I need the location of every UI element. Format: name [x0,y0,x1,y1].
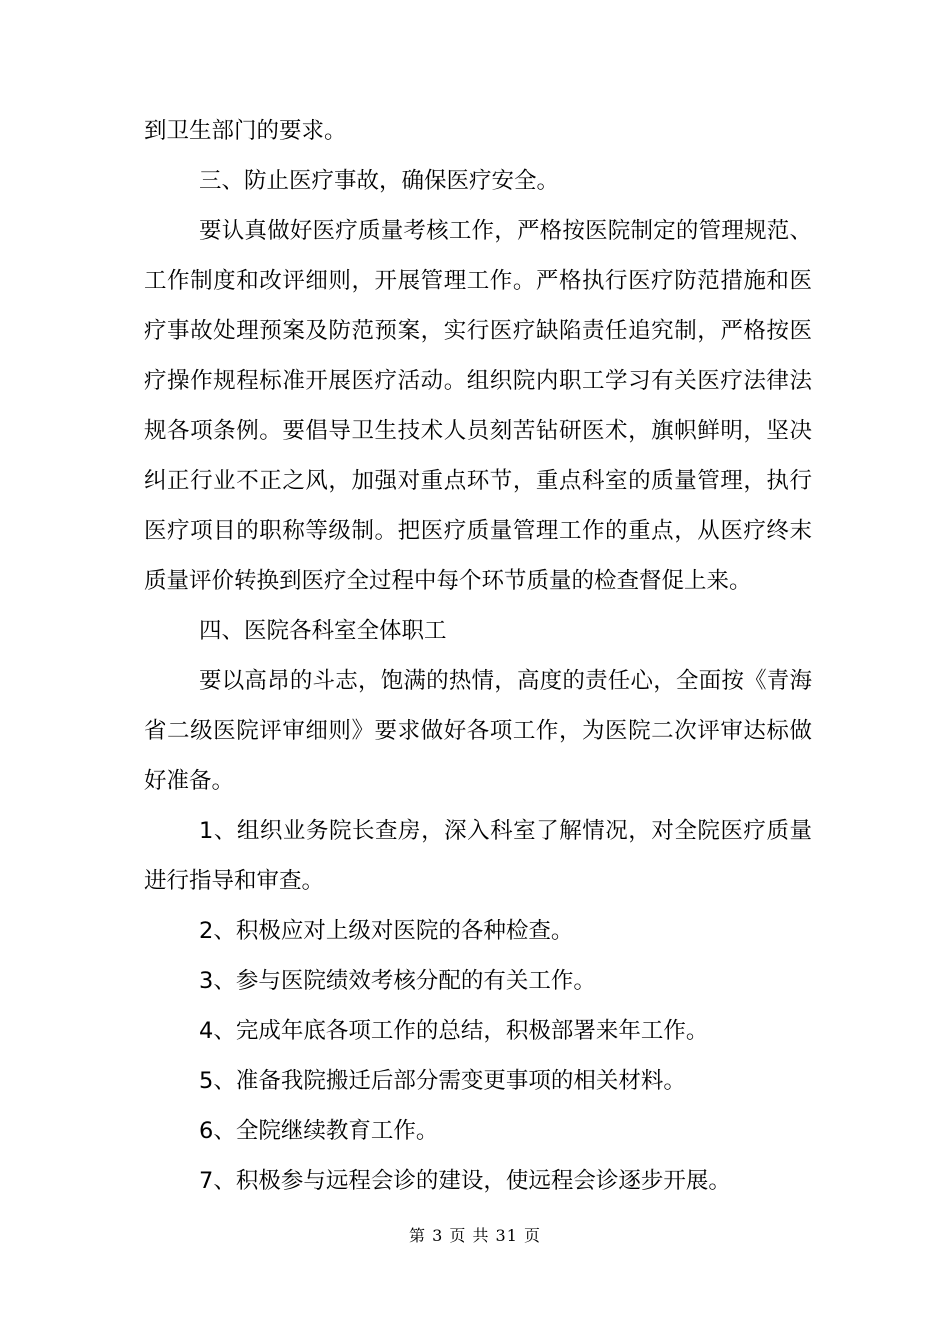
list-item: 5、准备我院搬迁后部分需变更事项的相关材料。 [199,1068,686,1094]
list-item: 7、积极参与远程会诊的建设，使远程会诊逐步开展。 [199,1168,731,1194]
section-heading: 四、医院各科室全体职工 [199,618,447,644]
paragraph: 要以高昂的斗志，饱满的热情，高度的责任心，全面按《青海省二级医院评审细则》要求做好各项工作，为医院二次评审达标做好准备。 [144,668,812,794]
paragraph: 到卫生部门的要求。 [144,118,347,144]
document-body [144,106,812,1206]
list-item: 2、积极应对上级对医院的各种检查。 [199,918,574,944]
list-item: 1、组织业务院长查房，深入科室了解情况，对全院医疗质量进行指导和审查。 [144,818,812,894]
section-heading: 三、防止医疗事故，确保医疗安全。 [199,168,560,194]
list-item: 4、完成年底各项工作的总结，积极部署来年工作。 [199,1018,709,1044]
paragraph: 要认真做好医疗质量考核工作，严格按医院制定的管理规范、工作制度和改评细则，开展管理工作。严格执行医疗防范措施和医疗事故处理预案及防范预案，实行医疗缺陷责任追究制，严格按医疗操作规程标准开展医疗活动。组织院内职工学习有关医疗法律法规各项条例。要倡导卫生技术人员刻苦钻研医术，旗帜鲜明，坚决纠正行业不正之风，加强对重点环节，重点科室的质量管理，执行医疗项目的职称等级制。把医疗质量管理工作的重点，从医疗终末质量评价转换到医疗全过程中每个环节质量的检查督促上来。 [144,218,812,594]
list-item: 6、全院继续教育工作。 [199,1118,439,1144]
list-item: 3、参与医院绩效考核分配的有关工作。 [199,968,596,994]
page-footer: 第 3 页 共 31 页 [409,1226,541,1245]
